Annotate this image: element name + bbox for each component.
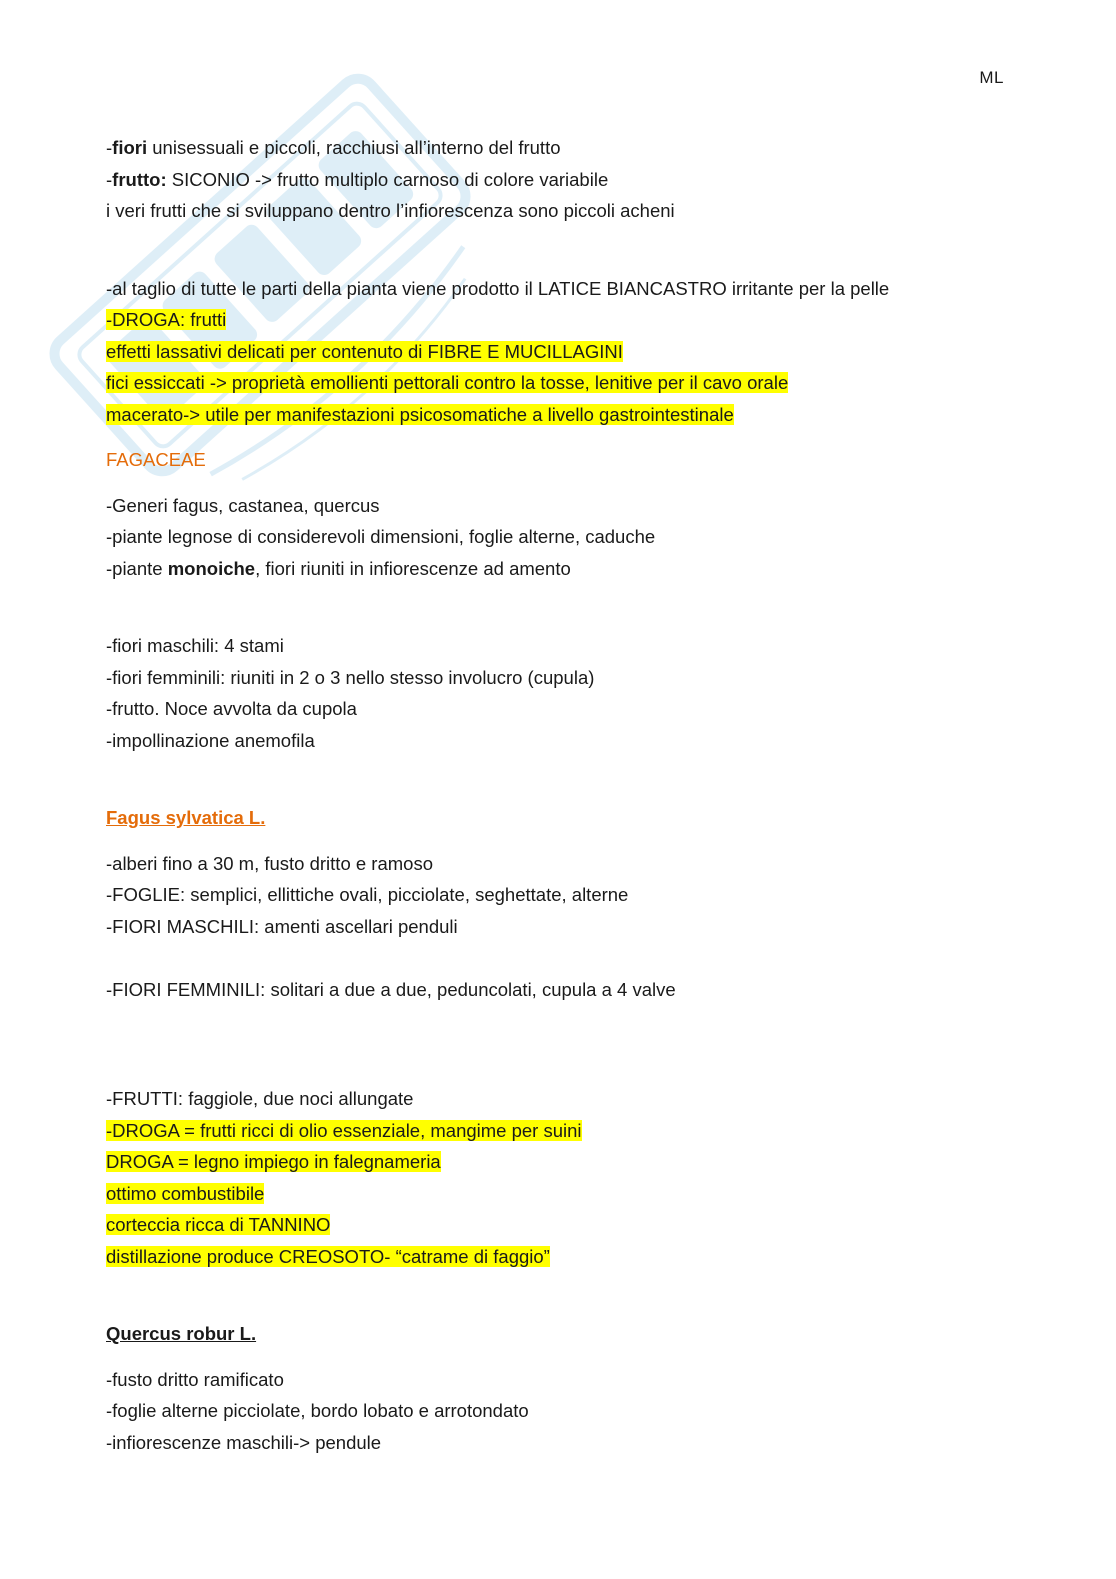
document-body	[106, 132, 1006, 1458]
intro-line-acheni: i veri frutti che si sviluppano dentro l’infiorescenza sono piccoli acheni	[106, 200, 675, 221]
spacer	[106, 584, 1006, 630]
spacer	[106, 942, 1006, 974]
highlight-line	[106, 1209, 1006, 1241]
spacer	[106, 834, 1006, 848]
section-heading-quercus: Quercus robur L.	[106, 1323, 257, 1344]
highlighted-text: fici essiccati -> proprietà emollienti pettorali contro la tosse, lenitive per il cavo orale	[106, 372, 789, 393]
highlight-line	[106, 399, 1006, 431]
text-run: -piante	[106, 557, 168, 579]
highlight-line	[106, 1241, 1006, 1273]
spacer	[106, 227, 1006, 273]
quercus-line: -fusto dritto ramificato	[106, 1368, 284, 1390]
spacer	[106, 476, 1006, 490]
fagaceae-line: -fiori femminili: riuniti in 2 o 3 nello stesso involucro (cupula)	[106, 666, 595, 688]
fagaceae-line: -piante legnose di considerevoli dimensioni, foglie alterne, caduche	[106, 526, 656, 547]
highlighted-text: DROGA = legno impiego in falegnameria	[106, 1151, 441, 1172]
fagaceae-line: -fiori maschili: 4 stami	[106, 635, 284, 656]
intro-line-frutto: -frutto: SICONIO -> frutto multiplo carnoso di colore variabile	[106, 168, 609, 190]
spacer	[106, 1005, 1006, 1083]
highlight-line	[106, 367, 1006, 399]
text-run: , fiori riuniti in infiorescenze ad amento	[255, 557, 571, 579]
highlighted-text: corteccia ricca di TANNINO	[106, 1214, 331, 1235]
fagus-line: -FRUTTI: faggiole, due noci allungate	[106, 1088, 414, 1109]
spacer	[106, 430, 1006, 444]
bold-term: monoiche	[167, 557, 256, 579]
fagus-line: -alberi fino a 30 m, fusto dritto e ramoso	[106, 852, 433, 874]
fagaceae-line: -frutto. Noce avvolta da cupola	[106, 698, 357, 719]
section-heading-fagus: Fagus sylvatica L.	[106, 807, 266, 828]
highlighted-text: effetti lassativi delicati per contenuto di FIBRE E MUCILLAGINI	[106, 340, 623, 362]
fagus-line: -FIORI FEMMINILI: solitari a due a due, peduncolati, cupula a 4 valve	[106, 978, 676, 1000]
fagus-line: -FOGLIE: semplici, ellittiche ovali, picciolate, seghettate, alterne	[106, 884, 629, 905]
highlighted-text: distillazione produce CREOSOTO- “catrame di faggio”	[106, 1245, 550, 1267]
highlight-line	[106, 1115, 1006, 1147]
highlight-line	[106, 1178, 1006, 1210]
fagaceae-line: -Generi fagus, castanea, quercus	[106, 494, 380, 516]
highlighted-text: macerato-> utile per manifestazioni psicosomatiche a livello gastrointestinale	[106, 403, 734, 425]
highlighted-text: -DROGA: frutti	[106, 309, 227, 330]
bold-term: fiori	[112, 137, 148, 158]
text-run: unisessuali e piccoli, racchiusi all’interno del frutto	[147, 137, 561, 158]
intro-line-fiori: -fiori unisessuali e piccoli, racchiusi all’interno del frutto	[106, 137, 561, 158]
spacer	[106, 1272, 1006, 1318]
spacer	[106, 756, 1006, 802]
fagaceae-line	[106, 553, 1006, 585]
section-heading-fagaceae: FAGACEAE	[106, 449, 206, 470]
highlight-line	[106, 336, 1006, 368]
bold-term: frutto:	[112, 168, 167, 190]
fagus-line: -FIORI MASCHILI: amenti ascellari penduli	[106, 915, 458, 937]
highlight-line	[106, 1146, 1006, 1178]
quercus-line: -foglie alterne picciolate, bordo lobato e arrotondato	[106, 1400, 529, 1421]
intro-line-latice: -al taglio di tutte le parti della pianta viene prodotto il LATICE BIANCASTRO irritante per la pelle	[106, 277, 890, 299]
fagaceae-line: -impollinazione anemofila	[106, 729, 315, 751]
spacer	[106, 1350, 1006, 1364]
quercus-line: -infiorescenze maschili-> pendule	[106, 1431, 382, 1453]
highlighted-text: -DROGA = frutti ricci di olio essenziale, mangime per suini	[106, 1119, 582, 1141]
text-run: SICONIO -> frutto multiplo carnoso di colore variabile	[166, 168, 609, 190]
highlight-line	[106, 304, 1006, 336]
page-header-initials: ML	[979, 68, 1004, 87]
highlighted-text: ottimo combustibile	[106, 1182, 265, 1204]
